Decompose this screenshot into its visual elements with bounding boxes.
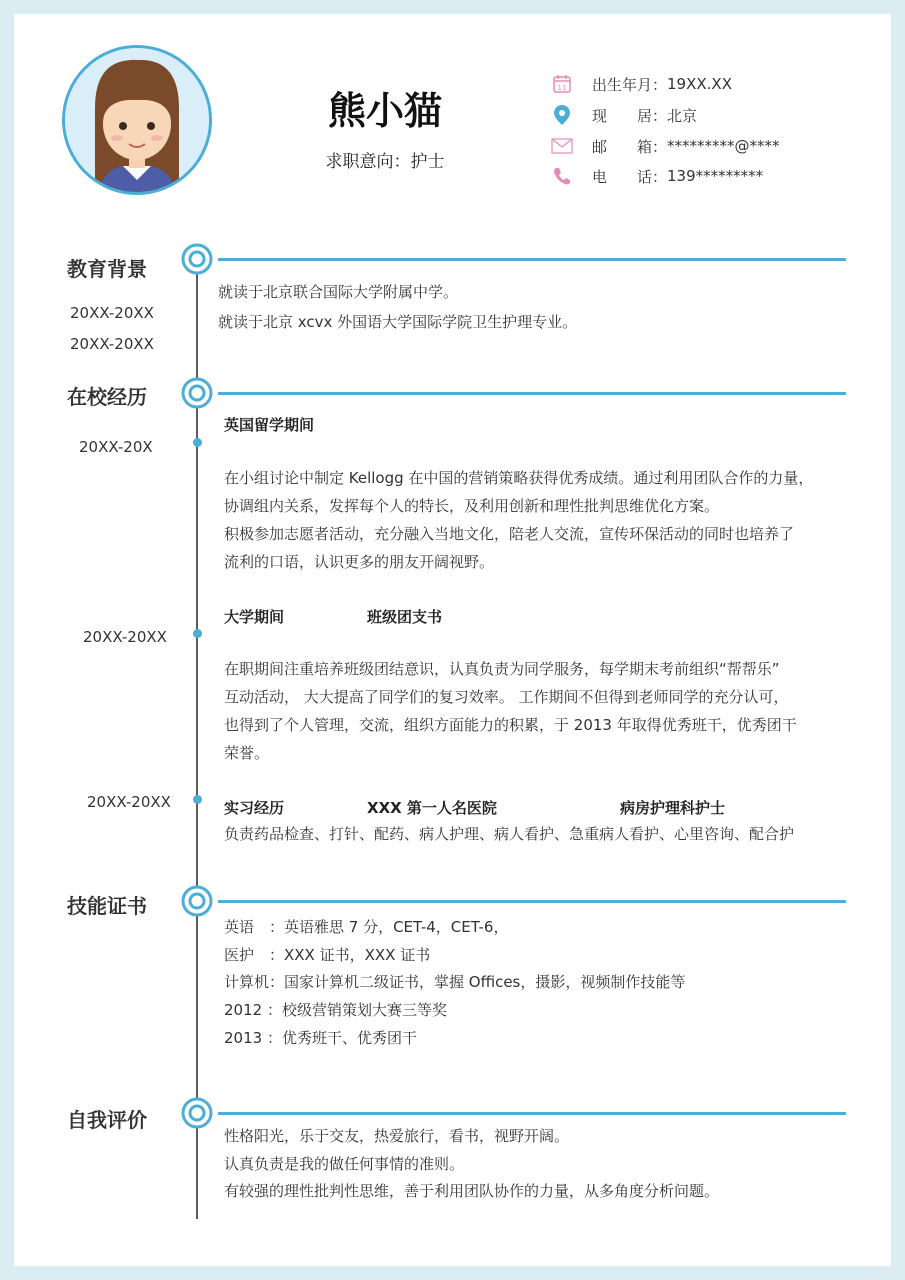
job-intention-label: 求职意向： [325,152,411,172]
section-divider [218,258,846,261]
self-eval-line: 认真负责是我的做任何事情的准则。 [224,1155,465,1173]
section-node-icon [181,377,213,409]
campus-entry-head: 英国留学期间 [224,416,315,434]
info-residence-value: 北京 [667,106,698,125]
section-title-self: 自我评价 [67,1108,147,1132]
timeline-dot [193,438,202,447]
skill-line: 2013 ：优秀班干、优秀团干 [224,1029,417,1047]
campus-entry-head: 实习经历 [224,799,285,817]
section-divider [218,392,846,395]
info-email-value: *********@**** [667,137,780,155]
section-node-icon [181,1097,213,1129]
campus-entry-line: 也得到了个人管理，交流，组织方面能力的积累，于 2013 年取得优秀班干，优秀团干 [224,716,797,734]
info-phone-value: 139********* [667,167,764,185]
self-eval-line: 性格阳光，乐于交友，热爱旅行，看书，视野开阔。 [224,1127,570,1145]
campus-entry-line: 在小组讨论中制定 Kellogg 在中国的营销策略获得优秀成绩。通过利用团队合作的力量， [224,469,814,487]
campus-entry-line: 流利的口语，认识更多的朋友开阔视野。 [224,553,495,571]
timeline-dot [193,795,202,804]
section-title-campus: 在校经历 [67,385,147,409]
calendar-day: 11 [557,84,567,92]
campus-entry-line: 在职期间注重培养班级团结意识，认真负责为同学服务，每学期末考前组织“帮帮乐” [224,660,780,678]
calendar-icon [550,72,574,96]
info-birth-value: 19XX.XX [667,75,732,93]
section-divider [218,1112,846,1115]
skill-line: 英语 ：英语雅思 7 分，CET-4，CET-6， [224,918,509,936]
info-phone [550,164,763,188]
campus-entry-line: 负责药品检查、打针、配药、病人护理、病人看护、急重病人看护、心里咨询、配合护 [224,825,795,843]
campus-entry-org: XXX 第一人名医院 [367,799,497,817]
info-residence [550,103,697,127]
education-date: 20XX-20XX [70,335,154,353]
job-intention-value: 护士 [410,152,445,172]
campus-entry-line: 荣誉。 [224,744,270,762]
location-pin-icon [550,103,574,127]
phone-icon [550,164,574,188]
applicant-name: 熊小猫 [327,89,442,133]
campus-entry-role: 班级团支书 [367,608,443,626]
section-title-skills: 技能证书 [67,894,147,918]
campus-entry-date: 20XX-20X [79,438,153,456]
section-title-education: 教育背景 [67,257,147,281]
info-birth [550,72,732,96]
info-email [550,134,780,158]
avatar [62,45,212,195]
skill-line: 医护 ：XXX 证书，XXX 证书 [224,946,431,964]
timeline-dot [193,629,202,638]
campus-entry-date: 20XX-20XX [83,628,167,646]
campus-entry-date: 20XX-20XX [87,793,171,811]
education-line: 就读于北京联合国际大学附属中学。 [218,283,459,301]
info-birth-label: 出生年月： [592,75,668,94]
self-eval-line: 有较强的理性批判性思维，善于利用团队协作的力量，从多角度分析问题。 [224,1182,720,1200]
section-divider [218,900,846,903]
section-node-icon [181,885,213,917]
education-date: 20XX-20XX [70,304,154,322]
campus-entry-role: 病房护理科护士 [620,799,726,817]
info-residence-label: 现 居： [592,106,668,125]
campus-entry-line: 互动活动， 大大提高了同学们的复习效率。 工作期间不但得到老师同学的充分认可， [224,688,789,706]
education-line: 就读于北京 xcvx 外国语大学国际学院卫生护理专业。 [218,313,578,331]
campus-entry-line: 协调组内关系，发挥每个人的特长，及利用创新和理性批判思维优化方案。 [224,497,720,515]
skill-line: 计算机：国家计算机二级证书，掌握 Offices，摄影，视频制作技能等 [224,973,686,991]
info-phone-label: 电 话： [592,167,668,186]
girl-avatar-illustration [65,48,209,192]
campus-entry-line: 积极参加志愿者活动，充分融入当地文化，陪老人交流，宣传环保活动的同时也培养了 [224,525,795,543]
envelope-icon [550,134,574,158]
section-node-icon [181,243,213,275]
job-intention [290,147,480,172]
skill-line: 2012 ：校级营销策划大赛三等奖 [224,1001,447,1019]
campus-entry-head: 大学期间 [224,608,285,626]
info-email-label: 邮 箱： [592,137,668,156]
